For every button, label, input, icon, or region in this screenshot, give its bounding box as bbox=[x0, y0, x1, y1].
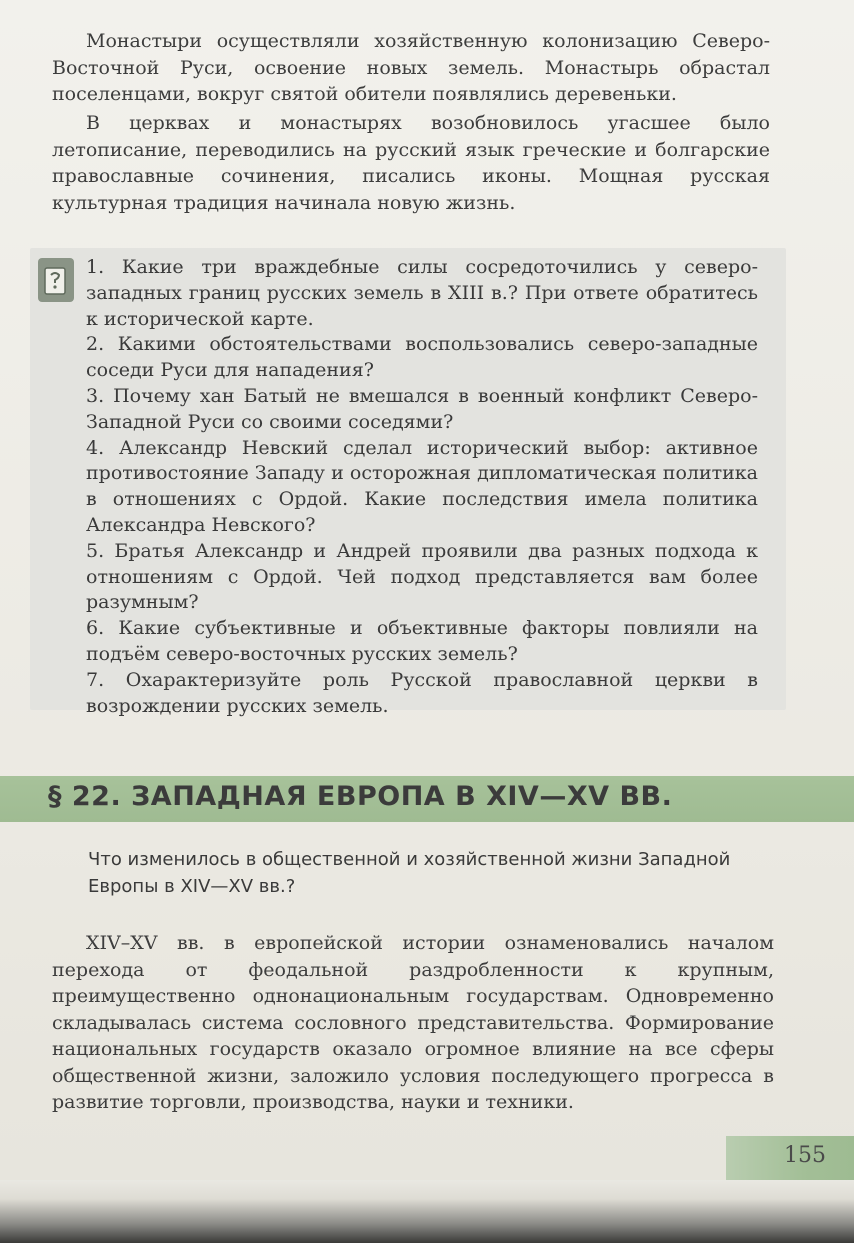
paragraph-chronicles: В церквах и монастырях возобновилось угасшее было летописание, переводились на русский язык греческие и болгарские православные сочинения, писались иконы. Мощная русская культурная традиция начинала новую жизнь. bbox=[52, 112, 770, 214]
question-item: 6. Какие субъективные и объективные факторы повлияли на подъём северо-восточных русских земель? bbox=[86, 617, 758, 665]
section-title: § 22. ЗАПАДНАЯ ЕВРОПА В XIV—XV ВВ. bbox=[48, 781, 673, 812]
question-item: 3. Почему хан Батый не вмешался в военный конфликт Северо-Западной Руси со своими соседями? bbox=[86, 384, 758, 433]
page-number: 155 bbox=[784, 1143, 826, 1168]
questions-list bbox=[86, 255, 758, 719]
question-item: 1. Какие три враждебные силы сосредоточились у северо-западных границ русских земель в XIII в.? При ответе обратитесь к исторической карте. bbox=[86, 256, 758, 330]
question-item: 4. Александр Невский сделал исторический выбор: активное противостояние Западу и осторожная дипломатическая политика в отношениях с Ордой. Какие последствия имела политика Александра Невского? bbox=[86, 436, 758, 536]
section-body-paragraph: XIV–XV вв. в европейской истории ознаменовались началом перехода от феодальной раздробленности к крупным, преимущественно однонациональным государствам. Одновременно складывалась система сословного представительства. Формирование национальных государств оказало огромное влияние на все сферы общественной жизни, заложило условия последующего прогресса в развитие торговли, производства, науки и техники. bbox=[52, 932, 774, 1113]
question-item: 5. Братья Александр и Андрей проявили два разных подхода к отношениям с Ордой. Чей подход представляется вам более разумным? bbox=[86, 539, 758, 614]
paragraph-monasteries: Монастыри осуществляли хозяйственную колонизацию Северо-Восточной Руси, освоение новых земель. Монастырь обрастал поселенцами, вокруг святой обители появлялись деревеньки. bbox=[52, 30, 770, 105]
page-bottom-edge bbox=[0, 1180, 854, 1243]
question-book-icon bbox=[38, 258, 74, 302]
section-lead-question: Что изменилось в общественной и хозяйственной жизни Западной Европы в XIV—XV вв.? bbox=[88, 849, 731, 897]
question-item: 7. Охарактеризуйте роль Русской православной церкви в возрождении русских земель. bbox=[86, 668, 758, 717]
question-item: 2. Какими обстоятельствами воспользовались северо-западные соседи Руси для нападения? bbox=[86, 333, 758, 382]
